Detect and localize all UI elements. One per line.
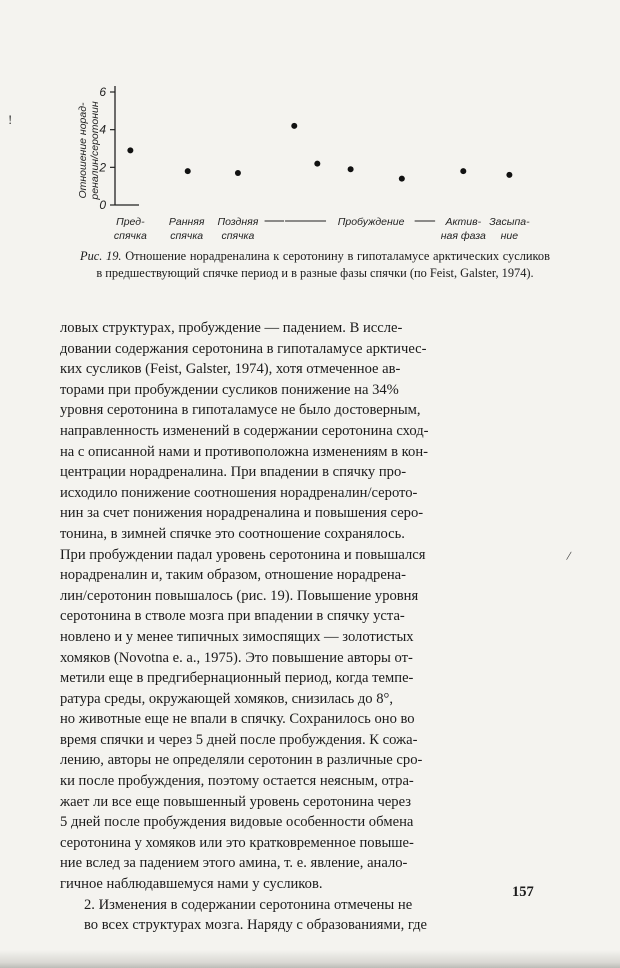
margin-mark-left: ! [8,112,13,127]
body-line: направленность изменений в содержании серотонина сход- [60,422,429,439]
body-text [60,318,546,936]
data-point [506,172,512,178]
y-tick-label: 0 [99,198,106,212]
body-line: уровня серотонина в гипоталамусе не было достоверным, [60,402,421,419]
data-point [291,123,297,129]
body-line: метили еще в предгибернационный период, когда темпе- [60,670,414,687]
body-line: серотонина в стволе мозга при впадении в спячку уста- [60,608,405,625]
page-bottom-edge [0,950,620,968]
body-line: норадреналин и, таким образом, отношение норадрена- [60,567,406,584]
body-line: серотонина у хомяков или это кратковременное повыше- [60,834,414,851]
data-point [127,147,133,153]
category-label: Засыпа- [489,216,530,228]
body-line: тонина, в зимней спячке это соотношение сохранялось. [60,525,405,542]
category-label: Актив- [445,216,482,228]
body-line: довании содержания серотонина в гипоталамусе арктичес- [60,340,427,357]
body-line: торами при пробуждении сусликов понижение на 34% [60,381,399,398]
body-line: ратура среды, окружающей хомяков, снизилась до 8°, [60,690,394,707]
paragraph-2 [60,895,546,936]
data-point [314,161,320,167]
category-label: спячка [170,230,204,242]
body-line: 2. Изменения в содержании серотонина отмечены не [84,896,413,913]
y-axis-label: реналин/серотонин [89,101,101,200]
body-line: хомяков (Novotna e. a., 1975). Это повышение авторы от- [60,649,413,666]
body-line: лению, авторы не определяли серотонин в различные сро- [60,752,423,769]
category-label: Пред- [116,216,145,228]
body-line: ких сусликов (Feist, Galster, 1974), хотя отмеченное ав- [60,361,401,378]
category-label: Пробуждение [337,216,405,228]
body-line: лин/серотонин повышалось (рис. 19). Повышение уровня [60,587,419,604]
body-line: ловых структурах, пробуждение — падением. В иссле- [60,320,403,336]
caption-text: Отношение норадреналина к серотонину в гипоталамусе арктических сусликов в предшествующий спячке период и в разные фазы спячки (по Feist, Galster, 1974). [96,249,550,280]
data-point [399,176,405,182]
body-line: ки после пробуждения, поэтому остается неясным, отра- [60,773,414,790]
y-tick-label: 2 [99,160,106,175]
category-label: ная фаза [440,230,486,242]
body-line: время спячки и через 5 дней после пробуждения. К сожа- [60,731,418,748]
data-point [460,168,466,174]
data-point [348,166,354,172]
margin-mark-right: / [565,547,573,564]
y-axis-label: Отношение норад- [77,102,89,199]
body-line: При пробуждении падал уровень серотонина и повышался [60,546,426,563]
y-tick-label: 6 [99,85,106,99]
data-point [185,168,191,174]
body-line: на с описанной нами и противоположна изменениям в кон- [60,443,428,460]
caption-label: Рис. 19. [80,249,122,263]
y-tick-label: 4 [99,122,106,137]
data-point [235,170,241,176]
body-line: но животные еще не впали в спячку. Сохранилось оно во [60,711,415,728]
category-label: спячка [113,230,147,242]
scatter-plot [77,80,550,255]
body-line: ние вслед за падением этого амина, т. е. явление, анало- [60,855,408,872]
category-label: ние [500,230,519,242]
body-line: во всех структурах мозга. Наряду с образованиями, где [84,917,428,934]
body-line: исходило понижение соотношения норадреналин/серото- [60,484,418,501]
body-line: жает ли все еще повышенный уровень серотонина через [60,793,412,810]
body-line: новлено и у менее типичных зимоспящих — золотистых [60,628,414,645]
body-line: гичное наблюдавшемуся нами у сусликов. [60,876,323,893]
figure-caption [80,248,550,282]
body-line: нин за счет понижения норадреналина и повышения серо- [60,505,424,522]
body-line: центрации норадреналина. При впадении в спячку про- [60,464,407,481]
paragraph-1 [60,318,546,895]
category-label: спячка [221,230,255,242]
category-label: Ранняя [168,216,205,228]
page-number: 157 [512,884,534,900]
category-label: Поздняя [217,216,259,228]
body-line: 5 дней после пробуждения видовые особенности обмена [60,814,414,831]
figure-19-chart [77,80,550,255]
